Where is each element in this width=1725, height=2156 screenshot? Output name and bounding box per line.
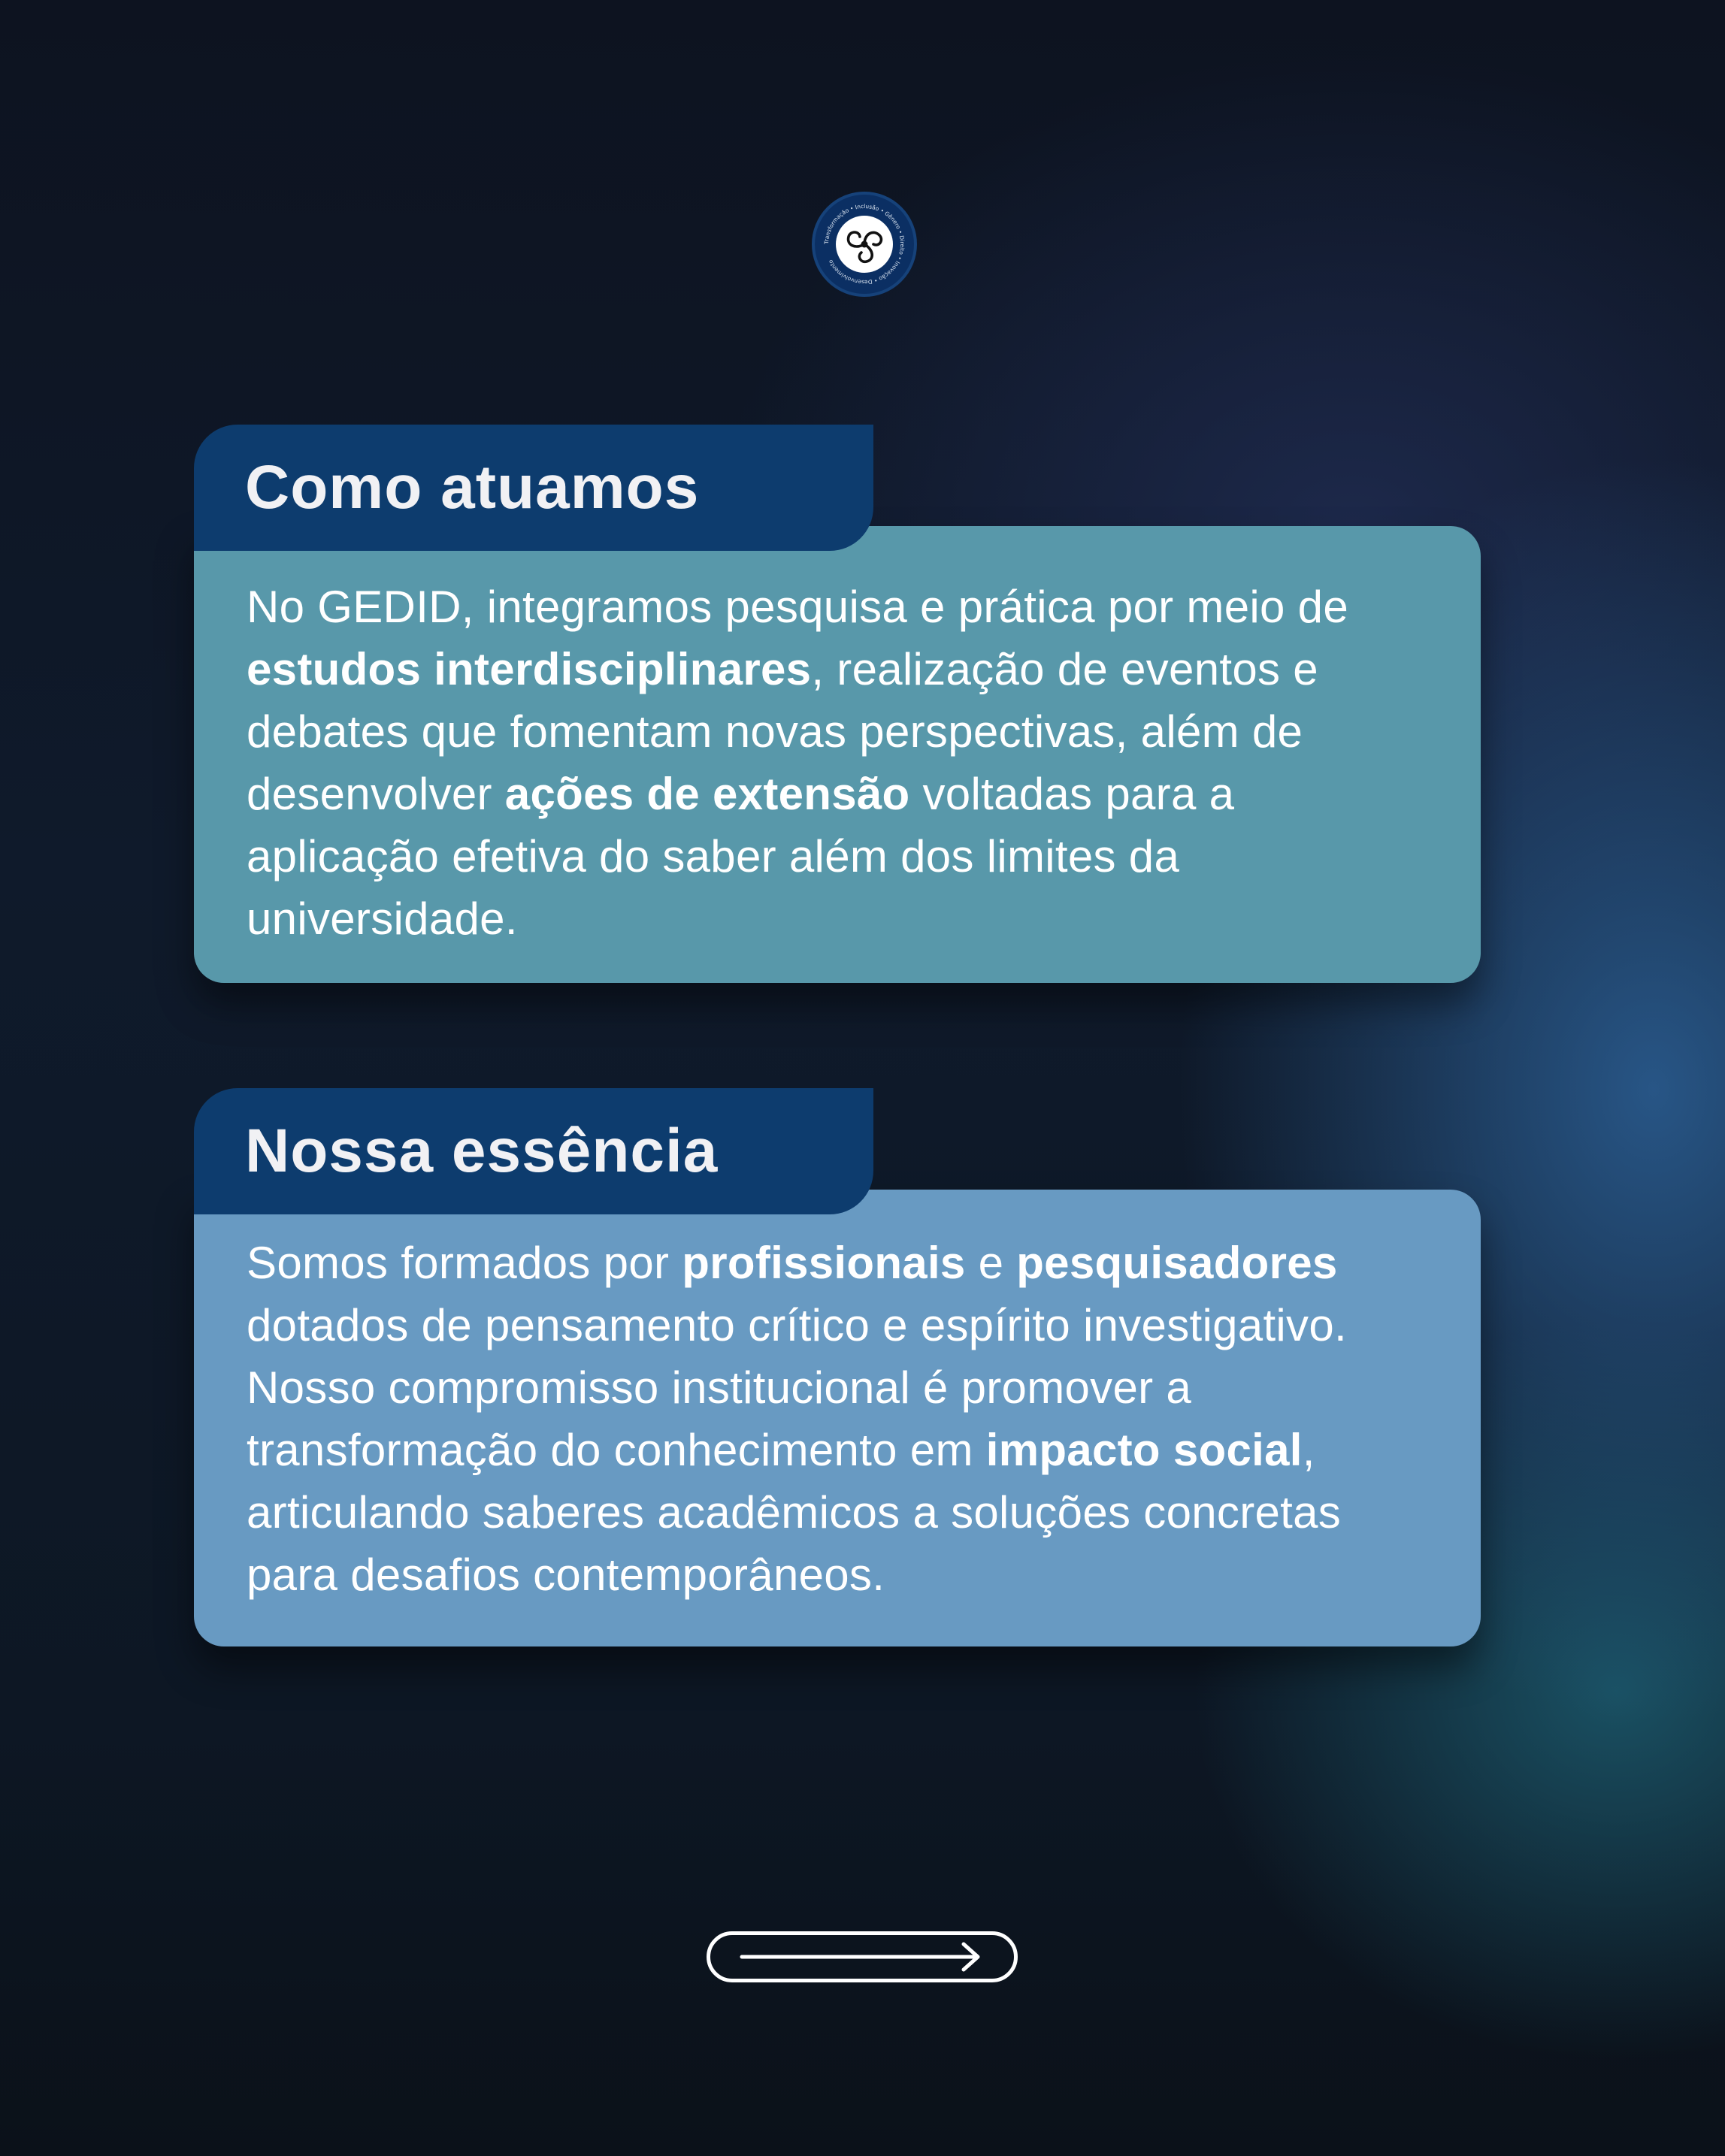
arrow-right-icon [710,1935,1014,1979]
section-title: Nossa essência [245,1117,719,1185]
body-text: Somos formados por [247,1238,682,1288]
body-text: , articulando saberes acadêmicos a soluções concretas para desafios contemporâneos. [247,1425,1342,1600]
logo-ring-text: Transformação • Inclusão • Gênero • Direito • Inovação • Desenvolvimento [822,202,906,286]
section-body [247,576,1427,950]
section-tab-nossa-essencia [194,1088,873,1214]
body-text: dotados de pensamento crítico e espírito investigativo. Nosso compromisso institucional é promover a transformação do conhecimento em [247,1300,1347,1475]
gedid-logo [812,192,917,297]
body-text: No GEDID, integramos pesquisa e prática por meio de [247,582,1348,632]
triskelion-icon [815,195,914,294]
section-title: Como atuamos [245,453,700,522]
section-card-nossa-essencia [194,1190,1481,1646]
section-tab-como-atuamos [194,425,873,551]
body-text: voltadas para a aplicação efetiva do saber além dos limites da universidade. [247,769,1235,944]
highlight-text: impacto social [985,1425,1303,1475]
next-slide-button[interactable] [707,1931,1018,1982]
body-text: e [965,1238,1017,1288]
body-text: , realização de eventos e debates que fomentam novas perspectivas, além de desenvolver [247,644,1318,819]
section-body [247,1232,1427,1606]
highlight-text: pesquisadores [1016,1238,1338,1288]
highlight-text: estudos interdisciplinares [247,644,812,694]
section-card-como-atuamos [194,526,1481,983]
highlight-text: profissionais [682,1238,966,1288]
highlight-text: ações de extensão [504,769,910,819]
